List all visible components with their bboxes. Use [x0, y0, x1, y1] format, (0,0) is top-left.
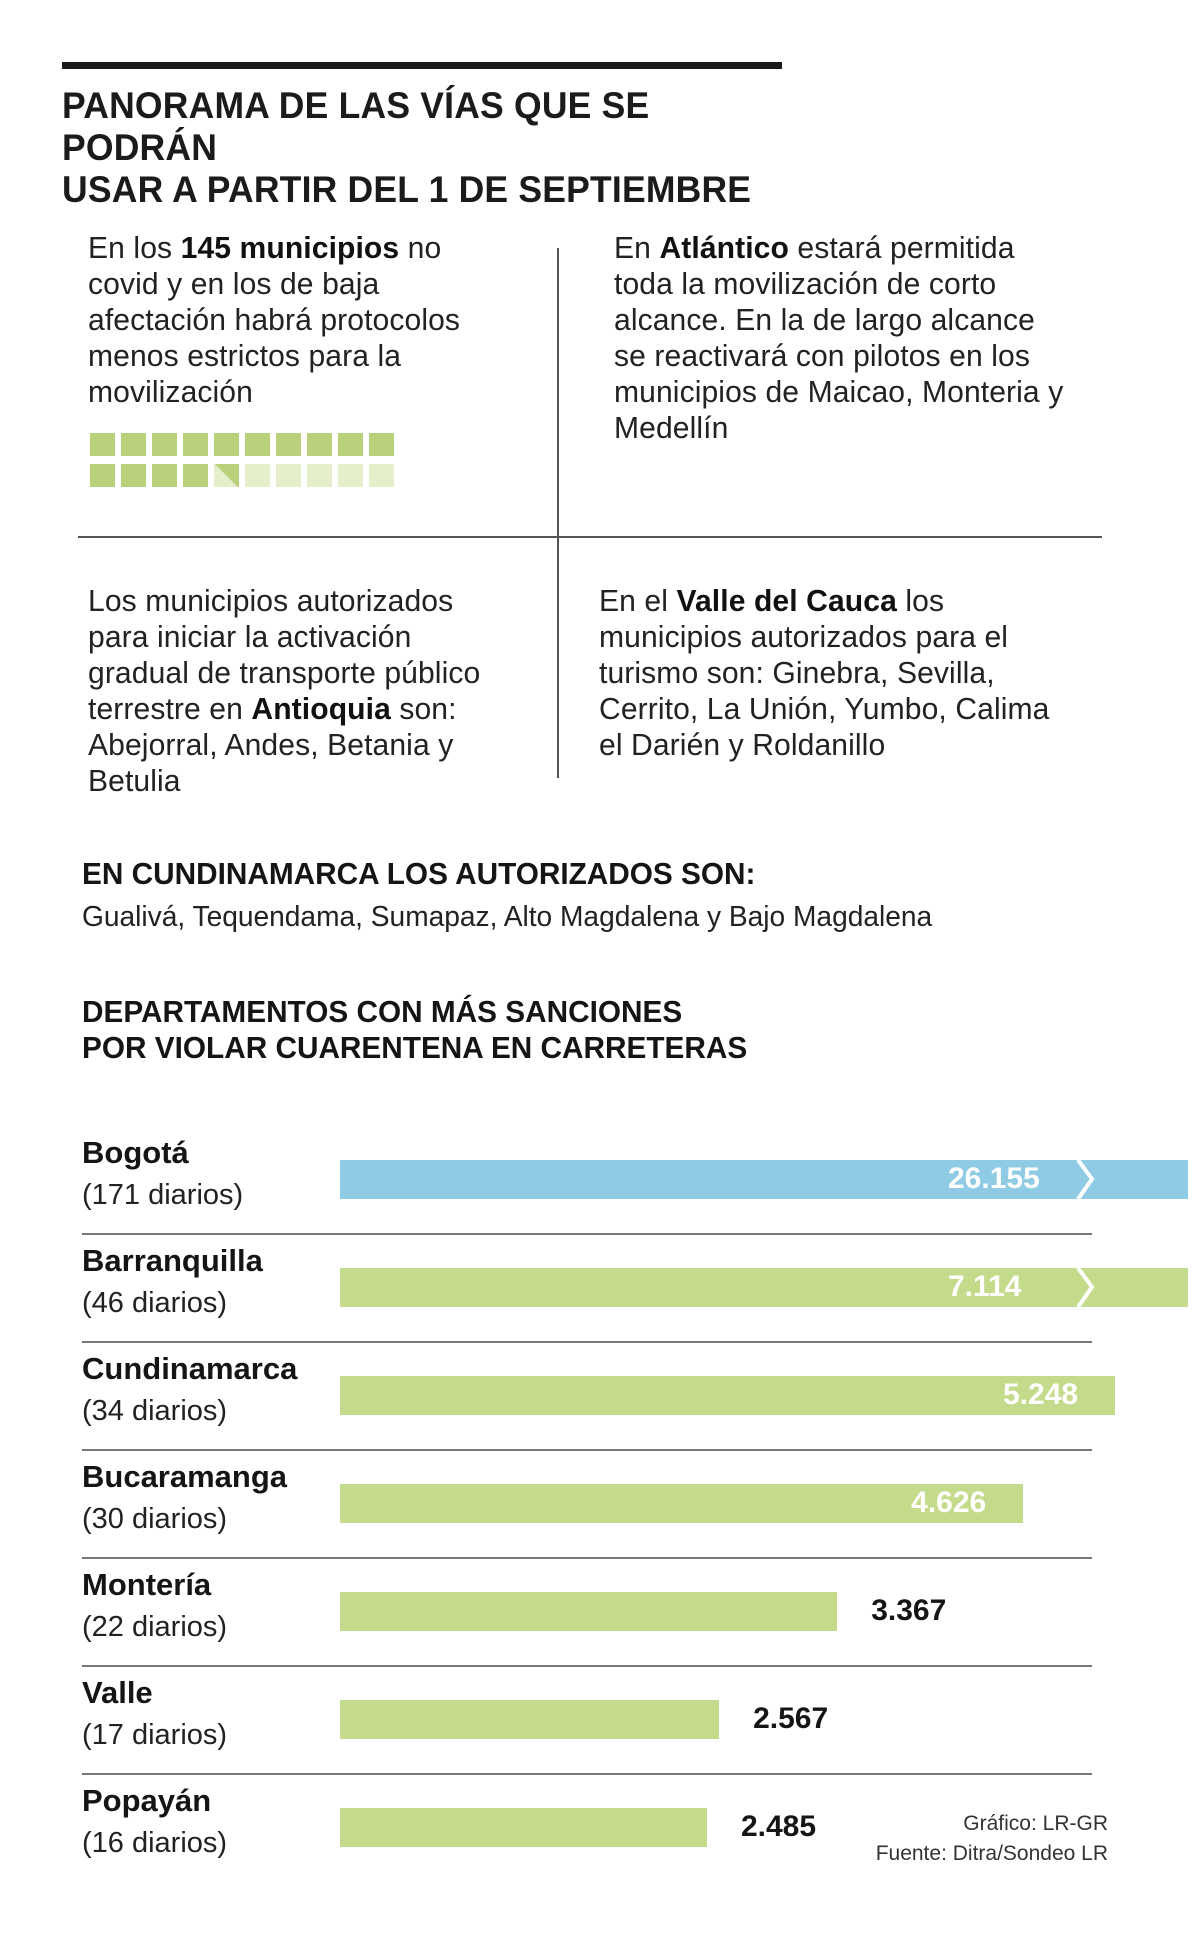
- category-sublabel: (22 diarios): [82, 1611, 228, 1643]
- category-label: Cundinamarca: [82, 1351, 298, 1386]
- bar: [340, 1592, 837, 1631]
- waffle-square: [276, 464, 301, 487]
- axis-break-icon: [1074, 1268, 1098, 1307]
- waffle-square: [152, 464, 177, 487]
- row-divider: [82, 1557, 1092, 1559]
- waffle-square: [214, 433, 239, 456]
- category-sublabel: (16 diarios): [82, 1827, 228, 1859]
- row-divider: [82, 1449, 1092, 1451]
- waffle-square: [369, 464, 394, 487]
- bar: [340, 1268, 1188, 1307]
- waffle-square: [338, 433, 363, 456]
- chart-title-line-2: POR VIOLAR CUARENTENA EN CARRETERAS: [82, 1030, 748, 1065]
- value-label: 5.248: [1003, 1378, 1079, 1411]
- bar: [340, 1808, 707, 1847]
- value-label: 3.367: [871, 1594, 947, 1627]
- category-sublabel: (34 diarios): [82, 1395, 228, 1427]
- waffle-square: [214, 464, 239, 487]
- row-divider: [82, 1341, 1092, 1343]
- waffle-chart: [90, 433, 402, 491]
- waffle-square: [307, 464, 332, 487]
- value-label: 2.567: [753, 1702, 829, 1735]
- quadrant-bottom-left: Los municipios autorizados para iniciar la activación gradual de transporte público terrestre en Antioquia son: Abejorral, Andes, Betania y Betulia: [88, 583, 481, 798]
- waffle-square: [245, 433, 270, 456]
- category-label: Popayán: [82, 1783, 212, 1818]
- category-label: Bucaramanga: [82, 1459, 288, 1494]
- bar: [340, 1700, 719, 1739]
- waffle-square: [121, 433, 146, 456]
- waffle-square: [152, 433, 177, 456]
- highlight-municipios: 145 municipios: [180, 230, 400, 265]
- bar: [340, 1160, 1188, 1199]
- category-label: Valle: [82, 1675, 153, 1710]
- category-label: Bogotá: [82, 1135, 189, 1170]
- waffle-square: [276, 433, 301, 456]
- top-rule: [62, 62, 782, 69]
- credit-graphic: Gráfico: LR-GR: [963, 1812, 1108, 1835]
- title-line-1: PANORAMA DE LAS VÍAS QUE SE PODRÁN: [62, 85, 650, 168]
- category-sublabel: (17 diarios): [82, 1719, 228, 1751]
- category-label: Barranquilla: [82, 1243, 263, 1278]
- quadrant-top-left: En los 145 municipios no covid y en los de baja afectación habrá protocolos menos estrictos para la movilización: [88, 230, 461, 409]
- title-line-2: USAR A PARTIR DEL 1 DE SEPTIEMBRE: [62, 169, 752, 210]
- credit-source: Fuente: Ditra/Sondeo LR: [875, 1842, 1108, 1865]
- bar: [340, 1376, 1115, 1415]
- waffle-square: [245, 464, 270, 487]
- axis-break-icon: [1074, 1160, 1098, 1199]
- highlight-valle-del-cauca: Valle del Cauca: [676, 583, 897, 618]
- quadrant-horizontal-divider: [78, 536, 1102, 538]
- waffle-square: [90, 433, 115, 456]
- category-sublabel: (171 diarios): [82, 1179, 244, 1211]
- quadrant-vertical-divider: [557, 248, 559, 778]
- category-sublabel: (46 diarios): [82, 1287, 228, 1319]
- cundinamarca-heading: EN CUNDINAMARCA LOS AUTORIZADOS SON:: [82, 856, 756, 891]
- value-label: 7.114: [948, 1270, 1022, 1303]
- highlight-atlantico: Atlántico: [659, 230, 789, 265]
- page-title: [62, 85, 792, 211]
- chart-title: [82, 994, 747, 1066]
- value-label: 2.485: [740, 1810, 817, 1843]
- category-label: Montería: [82, 1567, 212, 1602]
- waffle-square: [369, 433, 394, 456]
- row-divider: [82, 1665, 1092, 1667]
- waffle-square: [121, 464, 146, 487]
- waffle-square: [183, 464, 208, 487]
- waffle-square: [90, 464, 115, 487]
- waffle-square: [338, 464, 363, 487]
- waffle-square: [307, 433, 332, 456]
- highlight-antioquia: Antioquia: [251, 691, 391, 726]
- cundinamarca-list: Gualivá, Tequendama, Sumapaz, Alto Magdalena y Bajo Magdalena: [82, 901, 933, 933]
- quadrant-top-right: En Atlántico estará permitida toda la movilización de corto alcance. En la de largo alcance se reactivará con pilotos en los municipios de Maicao, Monteria y Medellín: [614, 230, 1064, 445]
- waffle-square: [183, 433, 208, 456]
- row-divider: [82, 1233, 1092, 1235]
- value-label: 4.626: [911, 1486, 987, 1519]
- category-sublabel: (30 diarios): [82, 1503, 228, 1535]
- quadrant-bottom-right: En el Valle del Cauca los municipios autorizados para el turismo son: Ginebra, Sevilla, Cerrito, La Unión, Yumbo, Calima el Darién y Roldanillo: [599, 583, 1050, 762]
- row-divider: [82, 1773, 1092, 1775]
- chart-title-line-1: DEPARTAMENTOS CON MÁS SANCIONES: [82, 994, 683, 1029]
- value-label: 26.155: [948, 1162, 1040, 1195]
